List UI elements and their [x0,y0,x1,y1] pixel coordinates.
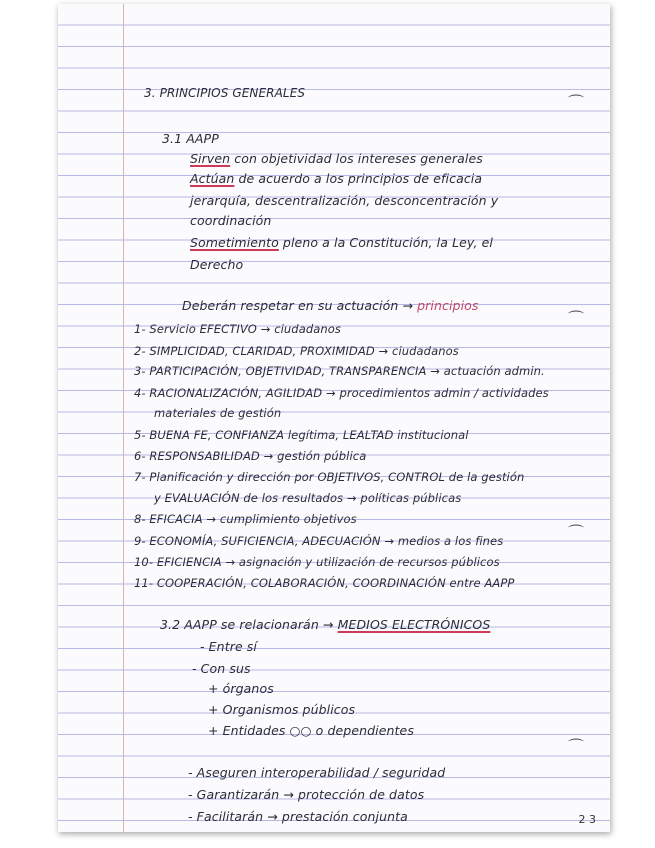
keyword-actuan: Actúan [190,171,235,186]
principle-4-cont: materiales de gestión [154,406,282,420]
section-2-item-3: + órganos [208,681,274,696]
section-2-emphasis: MEDIOS ELECTRÓNICOS [337,617,491,632]
principle-4: 4- RACIONALIZACIÓN, AGILIDAD → procedimientos admin / actividades [134,386,549,400]
principles-word: principios [417,298,479,313]
section-2-item-6: - Aseguren interoperabilidad / seguridad [188,765,446,780]
margin-line [123,4,124,832]
section-1-title: 3.1 AAPP [162,131,219,146]
keyword-sirven: Sirven [190,151,231,166]
notebook-page [58,4,610,832]
curl-mark-icon: ⌒ [568,737,585,756]
principle-11: 11- COOPERACIÓN, COLABORACIÓN, COORDINACIÓN entre AAPP [134,576,515,590]
section-1-line-3: jerarquía, descentralización, desconcentración y [190,193,499,208]
section-2-item-8: - Facilitarán → prestación conjunta [188,809,408,824]
section-1-line-4: coordinación [190,213,272,228]
principle-1: 1- Servicio EFECTIVO → ciudadanos [134,322,342,336]
section-2-item-2: - Con sus [192,661,251,676]
principle-7: 7- Planificación y dirección por OBJETIVOS, CONTROL de la gestión [134,470,525,484]
principle-2: 2- SIMPLICIDAD, CLARIDAD, PROXIMIDAD → ciudadanos [134,344,459,358]
principles-intro: Deberán respetar en su actuación → principios [182,298,479,313]
principle-3: 3- PARTICIPACIÓN, OBJETIVIDAD, TRANSPARENCIA → actuación admin. [134,364,545,378]
page-heading: 3. PRINCIPIOS GENERALES [144,86,306,100]
section-2-title: 3.2 AAPP se relacionarán → MEDIOS ELECTRÓNICOS [160,617,491,632]
section-2-item-4: + Organismos públicos [208,702,356,717]
principle-6: 6- RESPONSABILIDAD → gestión pública [134,449,367,463]
curl-mark-icon: ⌒ [568,309,585,328]
section-1-line-1: Sirven con objetividad los intereses generales [190,151,483,166]
section-2-item-5: + Entidades ○○ o dependientes [208,723,414,738]
curl-mark-icon: ⌒ [568,523,585,542]
section-2-item-7: - Garantizarán → protección de datos [188,787,425,802]
principle-9: 9- ECONOMÍA, SUFICIENCIA, ADECUACIÓN → medios a los fines [134,534,504,548]
principle-8: 8- EFICACIA → cumplimiento objetivos [134,512,357,526]
section-1-line-2: Actúan de acuerdo a los principios de eficacia [190,171,483,186]
keyword-sometimiento: Sometimiento [190,235,279,250]
principle-5: 5- BUENA FE, CONFIANZA legítima, LEALTAD institucional [134,428,469,442]
curl-mark-icon: ⌒ [568,93,585,112]
section-1-line-6: Derecho [190,257,244,272]
page-number: 2 3 [578,813,596,826]
section-1-line-5: Sometimiento pleno a la Constitución, la Ley, el [190,235,493,250]
principle-7-cont: y EVALUACIÓN de los resultados → políticas públicas [154,491,462,505]
principle-10: 10- EFICIENCIA → asignación y utilización de recursos públicos [134,555,500,569]
section-2-item-1: - Entre sí [200,639,257,654]
